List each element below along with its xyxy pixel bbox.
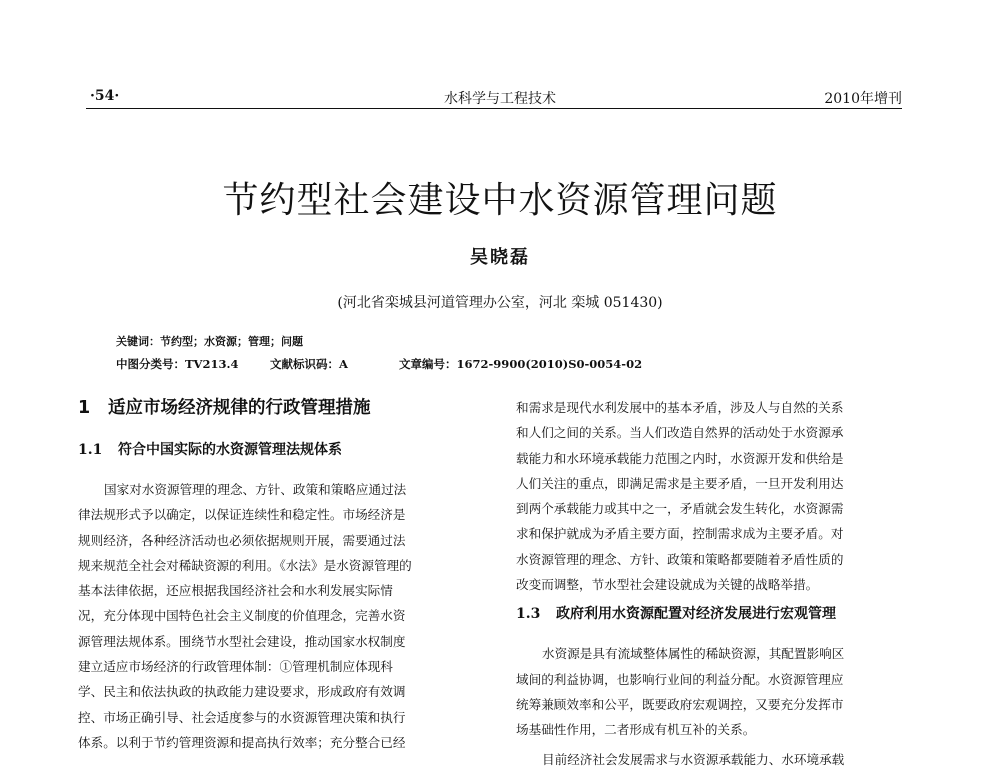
text-line: 源管理法规体系。围绕节水型社会建设，推动国家水权制度 bbox=[78, 633, 406, 649]
paragraph-1-2-continued bbox=[516, 395, 921, 597]
issue-label: 2010年增刊 bbox=[824, 91, 902, 107]
text-line: 况，充分体现中国特色社会主义制度的价值理念，完善水资 bbox=[78, 608, 406, 624]
text-line: 场基础性作用，二者形成有机互补的关系。 bbox=[516, 722, 756, 738]
section-1-1-number: 1.1 bbox=[78, 442, 103, 458]
text-line: 载能力和水环境承载能力范围之内时，水资源开发和供给是 bbox=[516, 450, 844, 466]
class-code: 中图分类号：TV213.4 bbox=[116, 357, 239, 371]
section-1-heading bbox=[78, 395, 483, 421]
article-title: 节约型社会建设中水资源管理问题 bbox=[222, 180, 778, 221]
text-line: 国家对水资源管理的理念、方针、政策和策略应通过法 bbox=[104, 482, 407, 497]
text-line: 规来规范全社会对稀缺资源的利用。《水法》是水资源管理的 bbox=[78, 557, 412, 573]
text-line: 域间的利益协调，也影响行业间的利益分配。水资源管理应 bbox=[516, 671, 844, 687]
text-line: 体系。以利于节约管理资源和提高执行效率；充分整合已经 bbox=[78, 734, 406, 750]
text-line: 控、市场正确引导、社会适度参与的水资源管理决策和执行 bbox=[78, 709, 406, 725]
section-1-3-number: 1.3 bbox=[516, 606, 541, 623]
paragraph-1-1 bbox=[78, 477, 483, 755]
section-1-number: 1 bbox=[78, 398, 91, 418]
header-divider bbox=[86, 108, 902, 109]
section-1-3-title: 政府利用水资源配置对经济发展进行宏观管理 bbox=[556, 606, 836, 623]
keywords: 关键词：节约型；水资源；管理；问题 bbox=[116, 335, 303, 348]
text-line: 律法规形式予以确定，以保证连续性和稳定性。市场经济是 bbox=[78, 507, 406, 523]
paragraph-1-3-a bbox=[516, 641, 921, 742]
left-column bbox=[78, 395, 483, 755]
paragraph-1-3-b bbox=[516, 747, 921, 772]
text-line: 学、民主和依法执政的执政能力建设要求，形成政府有效调 bbox=[78, 684, 406, 700]
text-line: 规则经济，各种经济活动也必须依据规则开展，需要通过法 bbox=[78, 532, 406, 548]
text-line: 人们关注的重点，即满足需求是主要矛盾，一旦开发利用达 bbox=[516, 475, 844, 491]
author-affiliation: (河北省栾城县河道管理办公室，河北 栾城 051430) bbox=[337, 295, 663, 311]
text-line: 求和保护就成为矛盾主要方面，控制需求成为主要矛盾。对 bbox=[516, 526, 844, 542]
section-1-1-heading bbox=[78, 439, 483, 461]
doc-code: 文献标识码：A bbox=[270, 357, 348, 371]
text-line: 改变而调整，节水型社会建设就成为关键的战略举措。 bbox=[516, 577, 819, 593]
text-line: 水资源管理的理念、方针、政策和策略都要随着矛盾性质的 bbox=[516, 551, 844, 567]
text-line: 统筹兼顾效率和公平，既要政府宏观调控，又要充分发挥市 bbox=[516, 696, 844, 712]
journal-name: 水科学与工程技术 bbox=[444, 91, 556, 107]
text-line: 目前经济社会发展需求与水资源承载能力、水环境承载 bbox=[542, 751, 845, 767]
article-id: 文章编号：1672-9900(2010)S0-0054-02 bbox=[399, 357, 643, 371]
text-line: 和人们之间的关系。当人们改造自然界的活动处于水资源承 bbox=[516, 425, 844, 441]
section-1-title: 适应市场经济规律的行政管理措施 bbox=[108, 398, 371, 418]
page-number: ·54· bbox=[90, 88, 120, 104]
text-line: 和需求是现代水利发展中的基本矛盾，涉及人与自然的关系 bbox=[516, 400, 844, 415]
text-line: 建立适应市场经济的行政管理体制：①管理机制应体现科 bbox=[78, 659, 393, 675]
text-line: 水资源是具有流域整体属性的稀缺资源，其配置影响区 bbox=[542, 646, 845, 662]
text-line: 基本法律依据，还应根据我国经济社会和水利发展实际情 bbox=[78, 583, 393, 599]
section-1-1-title: 符合中国实际的水资源管理法规体系 bbox=[118, 442, 342, 458]
section-1-3-heading bbox=[516, 603, 921, 625]
article-author: 吴晓磊 bbox=[470, 247, 530, 268]
text-line: 到两个承载能力或其中之一，矛盾就会发生转化，水资源需 bbox=[516, 501, 844, 517]
classification-line bbox=[116, 356, 642, 372]
right-column bbox=[516, 395, 921, 772]
